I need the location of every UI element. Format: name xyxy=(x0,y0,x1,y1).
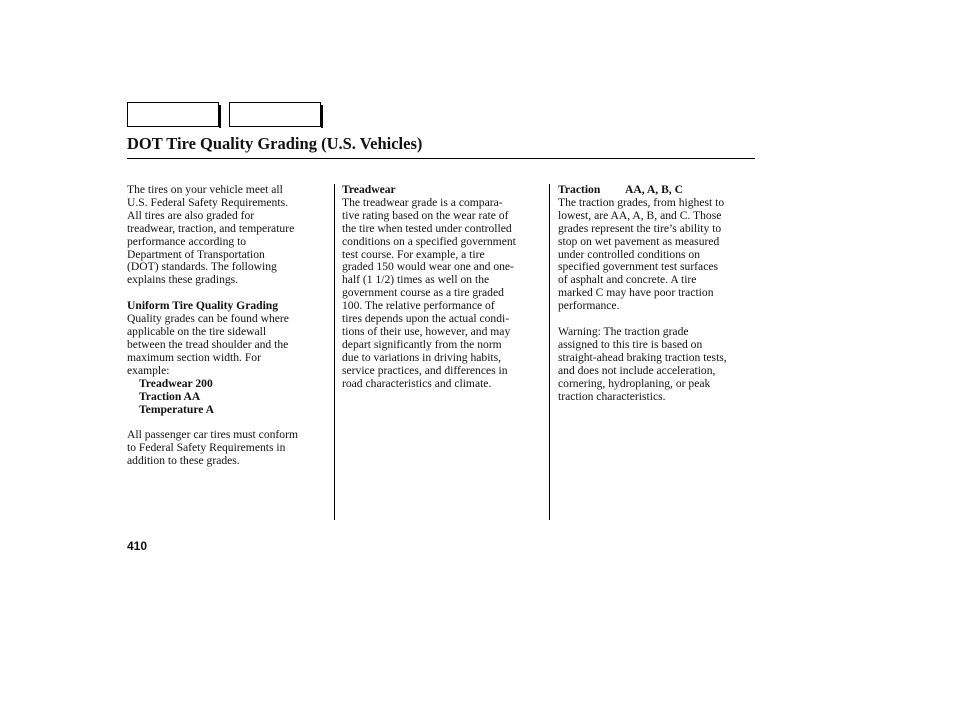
text-line: marked C may have poor traction xyxy=(558,286,714,300)
text-line: traction characteristics. xyxy=(558,389,666,403)
text-line: cornering, hydroplaning, or peak xyxy=(558,376,711,390)
text-line: to Federal Safety Requirements in xyxy=(127,441,286,455)
intro-paragraph xyxy=(127,184,327,287)
text-line: grades represent the tire’s ability to xyxy=(558,221,722,235)
text-line: The traction grades, from highest to xyxy=(558,195,725,209)
text-line: due to variations in driving habits, xyxy=(342,350,502,364)
text-line: half (1 1/2) times as well on the xyxy=(342,273,490,287)
text-line: addition to these grades. xyxy=(127,454,240,468)
text-line: Warning: The traction grade xyxy=(558,325,689,339)
traction-warning xyxy=(558,326,763,403)
traction-heading-grades: AA, A, B, C xyxy=(625,183,683,196)
nav-tab-box-2[interactable] xyxy=(229,102,321,127)
text-line: tions of their use, however, and may xyxy=(342,324,511,338)
text-line: Quality grades can be found where xyxy=(127,312,289,326)
text-line: The tires on your vehicle meet all xyxy=(127,183,283,196)
text-line: conditions on a specified government xyxy=(342,234,516,248)
title-rule xyxy=(127,158,755,159)
uniform-grading-paragraph xyxy=(127,313,327,378)
column-intro xyxy=(127,184,327,468)
nav-tab-box-1[interactable] xyxy=(127,102,219,127)
text-line: road characteristics and climate. xyxy=(342,376,492,390)
closing-paragraph xyxy=(127,429,327,468)
treadwear-paragraph xyxy=(342,197,544,391)
column-treadwear xyxy=(342,184,544,391)
text-line: All passenger car tires must conform xyxy=(127,428,298,442)
column-divider xyxy=(334,184,335,520)
text-line: treadwear, traction, and temperature xyxy=(127,221,295,235)
text-line: assigned to this tire is based on xyxy=(558,337,703,351)
text-line: The treadwear grade is a compara- xyxy=(342,195,503,209)
text-line: Department of Transportation xyxy=(127,247,265,261)
example-line: Treadwear 200 xyxy=(139,376,213,390)
text-line: and does not include acceleration, xyxy=(558,363,716,377)
text-line: U.S. Federal Safety Requirements. xyxy=(127,195,288,209)
text-line: government course as a tire graded xyxy=(342,286,504,300)
text-line: service practices, and differences in xyxy=(342,363,508,377)
text-line: straight-ahead braking traction tests, xyxy=(558,350,727,364)
text-line: tive rating based on the wear rate of xyxy=(342,208,509,222)
text-line: depart significantly from the norm xyxy=(342,337,502,351)
text-line: of asphalt and concrete. A tire xyxy=(558,273,697,287)
page-title: DOT Tire Quality Grading (U.S. Vehicles) xyxy=(127,134,423,153)
text-line: between the tread shoulder and the xyxy=(127,337,289,351)
traction-heading-label: Traction xyxy=(558,183,601,196)
column-divider xyxy=(549,184,550,520)
grade-examples xyxy=(127,378,327,417)
traction-paragraph xyxy=(558,197,763,313)
page-number: 410 xyxy=(127,539,148,553)
text-line: specified government test surfaces xyxy=(558,260,718,274)
example-line: Temperature A xyxy=(139,402,215,416)
text-line: 100. The relative performance of xyxy=(342,299,495,313)
text-line: under controlled conditions on xyxy=(558,247,700,261)
treadwear-heading: Treadwear xyxy=(342,183,396,196)
text-line: maximum section width. For xyxy=(127,350,261,364)
text-line: graded 150 would wear one and one- xyxy=(342,260,514,274)
text-line: lowest, are AA, A, B, and C. Those xyxy=(558,208,722,222)
text-line: example: xyxy=(127,363,170,377)
text-line: explains these gradings. xyxy=(127,273,239,287)
uniform-grading-heading: Uniform Tire Quality Grading xyxy=(127,299,279,313)
traction-heading xyxy=(558,184,763,197)
text-line: (DOT) standards. The following xyxy=(127,260,277,274)
text-line: All tires are also graded for xyxy=(127,208,255,222)
text-line: test course. For example, a tire xyxy=(342,247,485,261)
text-line: performance. xyxy=(558,299,620,313)
text-line: the tire when tested under controlled xyxy=(342,221,512,235)
text-line: tires depends upon the actual condi- xyxy=(342,312,510,326)
example-line: Traction AA xyxy=(139,389,201,403)
text-line: performance according to xyxy=(127,234,247,248)
text-line: applicable on the tire sidewall xyxy=(127,325,267,339)
column-traction xyxy=(558,184,763,404)
text-line: stop on wet pavement as measured xyxy=(558,234,720,248)
